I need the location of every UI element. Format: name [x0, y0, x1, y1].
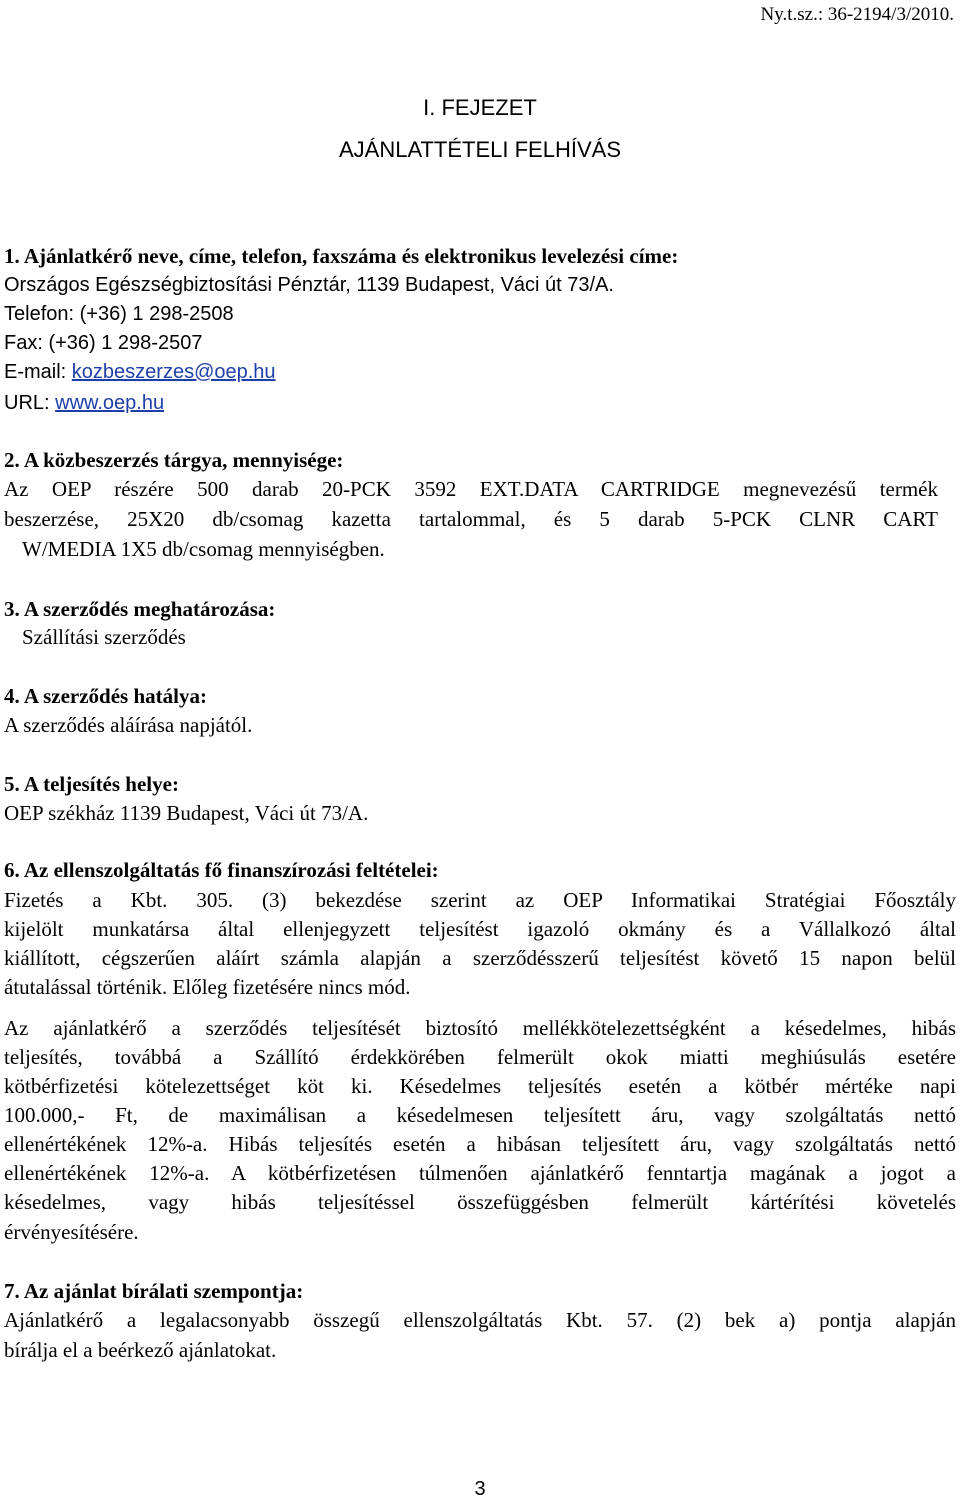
- section-6-heading: 6. Az ellenszolgáltatás fő finanszírozási feltételei:: [4, 858, 439, 882]
- section-6-para1-line: Fizetés a Kbt. 305. (3) bekezdése szerint az OEP Informatikai Stratégiai Főosztály: [4, 888, 956, 912]
- page-number: 3: [474, 1478, 486, 1500]
- email-line: [4, 359, 276, 385]
- section-3-heading: 3. A szerződés meghatározása:: [4, 597, 276, 621]
- email-link[interactable]: kozbeszerzes@oep.hu: [71, 361, 276, 383]
- section-2-line: beszerzése, 25X20 db/csomag kazetta tartalommal, és 5 darab 5-PCK CLNR CART: [4, 507, 938, 531]
- url-line: [4, 390, 164, 416]
- reference-number: Ny.t.sz.: 36-2194/3/2010.: [760, 4, 954, 25]
- section-7-heading: 7. Az ajánlat bírálati szempontja:: [4, 1279, 304, 1303]
- section-6-para1-line: kiállított, cégszerűen aláírt számla alapján a szerződésszerű teljesítést követő 15 napon belül: [4, 946, 956, 970]
- chapter-number: I. FEJEZET: [423, 95, 537, 120]
- url-link[interactable]: www.oep.hu: [55, 392, 165, 414]
- section-7-line: Ajánlatkérő a legalacsonyabb összegű ellenszolgáltatás Kbt. 57. (2) bek a) pontja alapján: [4, 1308, 956, 1332]
- section-6-para2-line: teljesítés, továbbá a Szállító érdekkörében felmerült okok miatti meghiúsulás esetére: [4, 1045, 956, 1069]
- chapter-title: AJÁNLATTÉTELI FELHÍVÁS: [338, 137, 621, 162]
- section-7-line: bírálja el a beérkező ajánlatokat.: [4, 1338, 277, 1362]
- section-6-para2-line: késedelmes, vagy hibás teljesítéssel összefüggésben felmerült kártérítési követelés: [4, 1190, 956, 1214]
- section-5-heading: 5. A teljesítés helye:: [4, 772, 179, 796]
- section-6-para2-line: ellenértékének 12%-a. A kötbérfizetésen túlmenően ajánlatkérő fenntartja magának a jogot a: [4, 1161, 956, 1185]
- section-2-line: W/MEDIA 1X5 db/csomag mennyiségben.: [22, 537, 385, 561]
- section-6-para1-line: átutalással történik. Előleg fizetésére nincs mód.: [4, 975, 411, 999]
- section-1-heading: 1. Ajánlatkérő neve, címe, telefon, faxszáma és elektronikus levelezési címe:: [4, 244, 679, 268]
- email-label: E-mail:: [4, 361, 72, 383]
- section-6-para1-line: kijelölt munkatársa által ellenjegyzett teljesítést igazoló okmány és a Vállalkozó által: [4, 917, 956, 941]
- section-4-body: A szerződés aláírása napjától.: [4, 713, 253, 737]
- section-2-heading: 2. A közbeszerzés tárgya, mennyisége:: [4, 448, 344, 472]
- section-2-line: Az OEP részére 500 darab 20-PCK 3592 EXT.DATA CARTRIDGE megnevezésű termék: [4, 477, 938, 501]
- section-3-body: Szállítási szerződés: [22, 625, 186, 649]
- fax-line: Fax: (+36) 1 298-2507: [4, 332, 203, 354]
- section-6-para2-line: 100.000,- Ft, de maximálisan a késedelmesen teljesített áru, vagy szolgáltatás nettó: [4, 1103, 956, 1127]
- phone-line: Telefon: (+36) 1 298-2508: [4, 303, 234, 325]
- section-6-para2-line: kötbérfizetési kötelezettséget köt ki. Késedelmes teljesítés esetén a kötbér mértéke napi: [4, 1074, 956, 1098]
- section-5-body: OEP székház 1139 Budapest, Váci út 73/A.: [4, 801, 369, 825]
- section-6-para2-line: Az ajánlatkérő a szerződés teljesítését biztosító mellékkötelezettségként a késedelmes, hibás: [4, 1016, 956, 1040]
- url-label: URL:: [4, 392, 56, 414]
- section-4-heading: 4. A szerződés hatálya:: [4, 684, 207, 708]
- organization-address: Országos Egészségbiztosítási Pénztár, 1139 Budapest, Váci út 73/A.: [4, 274, 614, 296]
- section-6-para2-line: érvényesítésére.: [4, 1220, 139, 1244]
- section-6-para2-line: ellenértékének 12%-a. Hibás teljesítés esetén a hibásan teljesített áru, vagy szolgáltatás nettó: [4, 1132, 956, 1156]
